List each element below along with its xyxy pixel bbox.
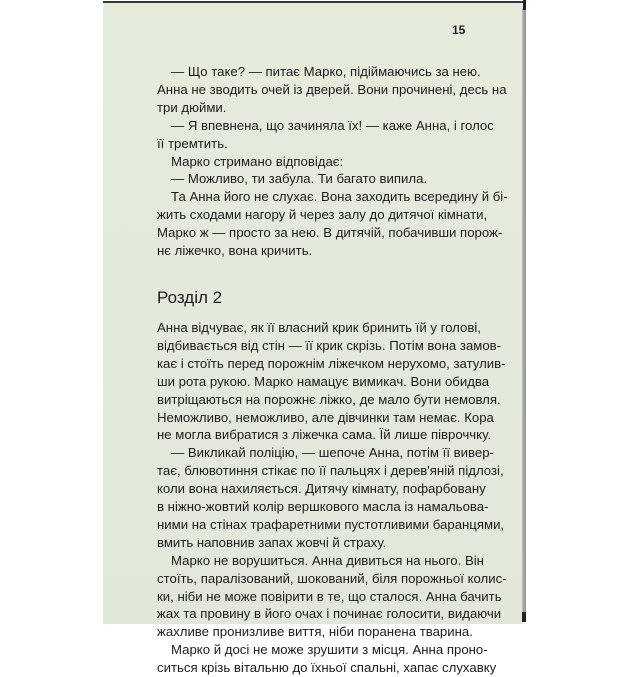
- text-line: жить сходами нагору й через залу до дитячої кімнати,: [157, 207, 488, 223]
- text-line: — Викликай поліцію, — шепоче Анна, потім її вивер-: [171, 445, 494, 461]
- text-line: Анна не зводить очей із дверей. Вони прочинені, десь на: [157, 81, 507, 97]
- paragraph: [157, 444, 505, 551]
- page-edge: [522, 8, 526, 622]
- page-corner-bottom: [522, 612, 526, 622]
- text-line: її тремтить.: [157, 135, 228, 151]
- chapter-heading: Розділ 2: [157, 287, 223, 307]
- text-line: стоїть, паралізований, шокований, біля порожньої колис-: [157, 570, 507, 586]
- text-line: — Що таке? — питає Марко, підіймаючись за нею.: [171, 64, 481, 79]
- text-line: Неможливо, неможливо, але дівчинки там немає. Кора: [157, 409, 494, 425]
- text-line: Анна відчуває, як її власний крик бринить їй у голові,: [157, 319, 481, 335]
- text-line: нє ліжечко, вона кричить.: [157, 243, 313, 259]
- paragraph: [157, 117, 494, 153]
- page-corner-top: [523, 0, 526, 10]
- paragraph: [157, 170, 463, 188]
- text-line: ними на стінах трафаретними пустотливими баранцями,: [157, 516, 505, 532]
- text-line: вмить наповнив запах жовчі й страху.: [157, 534, 387, 550]
- text-line: ши рота рукою. Марко намацує вимикач. Вони обидва: [157, 373, 490, 389]
- text-line: не могла вибратися з ліжечка сама. Їй лише півроччку.: [157, 427, 492, 443]
- page-body: [157, 63, 508, 677]
- paragraph: [157, 63, 507, 117]
- text-line: Марко стримано відповідає:: [171, 153, 344, 169]
- text-line: три дюйми.: [157, 99, 227, 115]
- paragraph: [157, 641, 497, 677]
- paragraph: [157, 188, 508, 260]
- paragraph: [157, 153, 463, 171]
- text-line: ки, ніби не може повірити в те, що сталося. Анна бачить: [157, 588, 502, 604]
- text-line: жахливе пронизливе виття, ніби поранена тварина.: [157, 624, 473, 640]
- text-line: Марко не ворушиться. Анна дивиться на нього. Він: [171, 552, 484, 568]
- text-line: Марко й досі не може зрушити з місця. Анна проно-: [171, 642, 488, 658]
- page-number: 15: [452, 23, 466, 37]
- text-line: — Можливо, ти забула. Ти багато випила.: [171, 171, 428, 187]
- text-line: ситься крізь вітальню до їхньої спальні, хапає слухавку: [157, 660, 497, 676]
- text-line: в ніжно-жовтий колір вершкового масла із намальова-: [157, 499, 489, 515]
- text-line: жах та провину в його очах і починає голосити, видаючи: [157, 606, 502, 622]
- text-line: витріщаються на порожнє ліжко, де мало бути немовля.: [157, 391, 501, 407]
- paragraph: [157, 319, 506, 444]
- paragraph: [157, 552, 507, 642]
- text-line: — Я впевнена, що зачиняла їх! — каже Анна, і голос: [171, 117, 494, 133]
- text-line: кає і стоїть перед порожнім ліжечком нерухомо, затулив-: [157, 355, 506, 371]
- text-line: Марко ж — просто за нею. В дитячій, побачивши порож-: [157, 225, 503, 241]
- text-line: Та Анна його не слухає. Вона заходить всередину й бі-: [171, 189, 508, 205]
- text-line: відбивається від стін — її крик скрізь. Потім вона замов-: [157, 337, 502, 353]
- text-line: тає, блювотиння стікає по її пальцях і дерев'яній підлозі,: [157, 463, 504, 479]
- text-line: коли вона нахиляється. Дитячу кімнату, пофарбовану: [157, 481, 486, 497]
